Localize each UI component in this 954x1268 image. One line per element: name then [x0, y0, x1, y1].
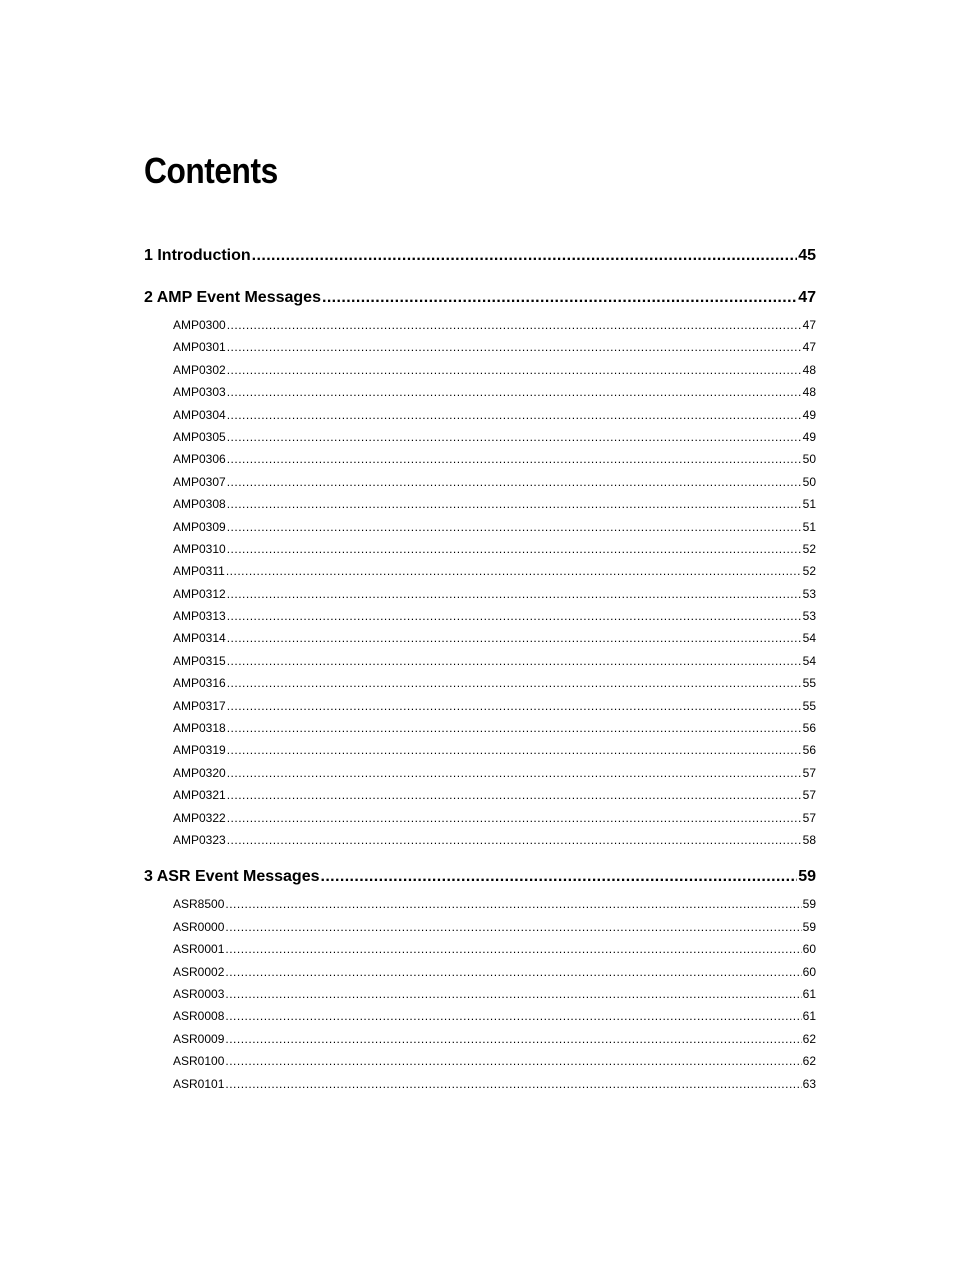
toc-entry-link[interactable] [144, 516, 816, 538]
toc-entry-link[interactable] [144, 672, 816, 694]
toc-entry-link[interactable] [144, 1073, 816, 1095]
dot-leader [227, 381, 802, 403]
dot-leader [225, 916, 801, 938]
entry-page-number: 61 [802, 986, 816, 1001]
dot-leader [227, 516, 802, 538]
dot-leader [227, 762, 802, 784]
toc-section [144, 861, 816, 1095]
entry-title: AMP0312 [173, 586, 226, 601]
toc-entry-link[interactable] [144, 961, 816, 983]
dot-leader [225, 1005, 801, 1027]
entry-title: ASR0008 [173, 1009, 225, 1024]
entry-page-number: 59 [802, 919, 816, 934]
toc-entry-link[interactable] [144, 426, 816, 448]
toc-entry-link[interactable] [144, 695, 816, 717]
toc-entry-link[interactable] [144, 1050, 816, 1072]
toc-entry-link[interactable] [144, 493, 816, 515]
entry-page-number: 51 [802, 519, 816, 534]
entry-page-number: 48 [802, 385, 816, 400]
chapter-page-number: 45 [798, 247, 816, 264]
entry-title: AMP0322 [173, 810, 226, 825]
toc-entry-link[interactable] [144, 336, 816, 358]
dot-leader [322, 282, 797, 314]
entry-page-number: 53 [802, 609, 816, 624]
entry-title: ASR0101 [173, 1076, 225, 1091]
toc-entry-link[interactable] [144, 762, 816, 784]
toc-entry-link[interactable] [144, 938, 816, 960]
toc-entry-link[interactable] [144, 983, 816, 1005]
entry-title: ASR0100 [173, 1054, 225, 1069]
chapter-title: 2 AMP Event Messages [144, 289, 321, 306]
dot-leader [227, 739, 802, 761]
entry-page-number: 56 [802, 721, 816, 736]
dot-leader [227, 404, 802, 426]
toc-entry-link[interactable] [144, 1005, 816, 1027]
toc-entry-link[interactable] [144, 359, 816, 381]
toc-entry-link[interactable] [144, 314, 816, 336]
toc-chapter-link[interactable] [144, 282, 816, 314]
dot-leader [225, 893, 801, 915]
entry-page-number: 51 [802, 497, 816, 512]
dot-leader [227, 471, 802, 493]
dot-leader [227, 650, 802, 672]
entry-page-number: 58 [802, 832, 816, 847]
dot-leader [225, 983, 801, 1005]
dot-leader [320, 861, 797, 893]
toc-chapter-link[interactable] [144, 240, 816, 272]
toc-entry-link[interactable] [144, 404, 816, 426]
dot-leader [227, 336, 802, 358]
entry-page-number: 47 [802, 340, 816, 355]
entry-title: AMP0310 [173, 541, 226, 556]
entry-title: AMP0305 [173, 429, 226, 444]
toc-entry-link[interactable] [144, 717, 816, 739]
toc-entry-link[interactable] [144, 560, 816, 582]
entry-title: AMP0311 [173, 564, 225, 579]
entry-title: AMP0303 [173, 385, 226, 400]
entry-title: AMP0323 [173, 832, 226, 847]
dot-leader [225, 938, 801, 960]
entry-page-number: 53 [802, 586, 816, 601]
toc-entry-link[interactable] [144, 627, 816, 649]
entry-title: AMP0320 [173, 765, 226, 780]
toc-entry-link[interactable] [144, 893, 816, 915]
entry-page-number: 59 [802, 897, 816, 912]
toc-entry-link[interactable] [144, 650, 816, 672]
toc-entry-link[interactable] [144, 807, 816, 829]
entry-page-number: 60 [802, 942, 816, 957]
entry-title: AMP0308 [173, 497, 226, 512]
dot-leader [227, 807, 802, 829]
toc-entry-link[interactable] [144, 829, 816, 851]
dot-leader [227, 448, 802, 470]
entry-title: AMP0309 [173, 519, 226, 534]
entry-title: AMP0319 [173, 743, 226, 758]
entry-title: AMP0315 [173, 653, 226, 668]
toc-entry-link[interactable] [144, 381, 816, 403]
dot-leader [227, 829, 802, 851]
dot-leader [227, 314, 802, 336]
dot-leader [225, 1028, 801, 1050]
dot-leader [227, 672, 802, 694]
dot-leader [227, 784, 802, 806]
toc-entry-link[interactable] [144, 916, 816, 938]
dot-leader [227, 717, 802, 739]
toc-entry-link[interactable] [144, 448, 816, 470]
entry-page-number: 50 [802, 452, 816, 467]
toc-entry-link[interactable] [144, 605, 816, 627]
dot-leader [226, 560, 802, 582]
dot-leader [227, 359, 802, 381]
toc-entry-link[interactable] [144, 538, 816, 560]
dot-leader [225, 961, 801, 983]
entry-page-number: 63 [802, 1076, 816, 1091]
entry-page-number: 57 [802, 810, 816, 825]
dot-leader [227, 695, 802, 717]
toc-entry-link[interactable] [144, 583, 816, 605]
entry-page-number: 54 [802, 631, 816, 646]
dot-leader [227, 538, 802, 560]
entry-title: ASR0009 [173, 1031, 225, 1046]
page-title: Contents [144, 150, 278, 191]
toc-section [144, 282, 816, 851]
dot-leader [252, 240, 798, 272]
entry-title: AMP0317 [173, 698, 226, 713]
entry-title: AMP0316 [173, 676, 226, 691]
entry-title: AMP0307 [173, 474, 226, 489]
entry-title: AMP0300 [173, 318, 226, 332]
dot-leader [227, 583, 802, 605]
chapter-title: 1 Introduction [144, 247, 251, 264]
entry-page-number: 62 [802, 1031, 816, 1046]
entry-page-number: 57 [802, 765, 816, 780]
chapter-title: 3 ASR Event Messages [144, 868, 320, 886]
entry-title: AMP0318 [173, 721, 226, 736]
entry-title: AMP0321 [173, 788, 226, 803]
dot-leader [225, 1073, 801, 1095]
toc-entry-link[interactable] [144, 1028, 816, 1050]
entry-page-number: 57 [802, 788, 816, 803]
toc-entry-link[interactable] [144, 739, 816, 761]
entry-title: AMP0301 [173, 340, 226, 355]
dot-leader [227, 493, 802, 515]
dot-leader [227, 426, 802, 448]
entry-page-number: 50 [802, 474, 816, 489]
entry-page-number: 49 [802, 429, 816, 444]
entry-title: ASR8500 [173, 897, 225, 912]
entry-title: AMP0314 [173, 631, 226, 646]
chapter-page-number: 47 [798, 289, 816, 306]
entry-title: ASR0001 [173, 942, 225, 957]
entry-title: AMP0302 [173, 362, 226, 377]
entry-page-number: 55 [802, 698, 816, 713]
entry-title: AMP0306 [173, 452, 226, 467]
chapter-page-number: 59 [798, 868, 816, 886]
entry-page-number: 52 [802, 541, 816, 556]
dot-leader [225, 1050, 801, 1072]
entry-title: ASR0002 [173, 964, 225, 979]
entry-page-number: 52 [802, 564, 816, 579]
entry-page-number: 56 [802, 743, 816, 758]
dot-leader [227, 605, 802, 627]
entry-page-number: 62 [802, 1054, 816, 1069]
entry-title: ASR0000 [173, 919, 225, 934]
entry-page-number: 48 [802, 362, 816, 377]
toc-chapter-link[interactable] [144, 861, 816, 893]
entry-page-number: 60 [802, 964, 816, 979]
toc-section [144, 240, 816, 272]
table-of-contents [144, 240, 816, 1105]
entry-title: ASR0003 [173, 986, 225, 1001]
toc-entry-link[interactable] [144, 471, 816, 493]
entry-page-number: 55 [802, 676, 816, 691]
entry-page-number: 49 [802, 407, 816, 422]
toc-entry-link[interactable] [144, 784, 816, 806]
entry-title: AMP0313 [173, 609, 226, 624]
entry-title: AMP0304 [173, 407, 226, 422]
entry-page-number: 54 [802, 653, 816, 668]
entry-page-number: 47 [802, 318, 816, 332]
dot-leader [227, 627, 802, 649]
entry-page-number: 61 [802, 1009, 816, 1024]
